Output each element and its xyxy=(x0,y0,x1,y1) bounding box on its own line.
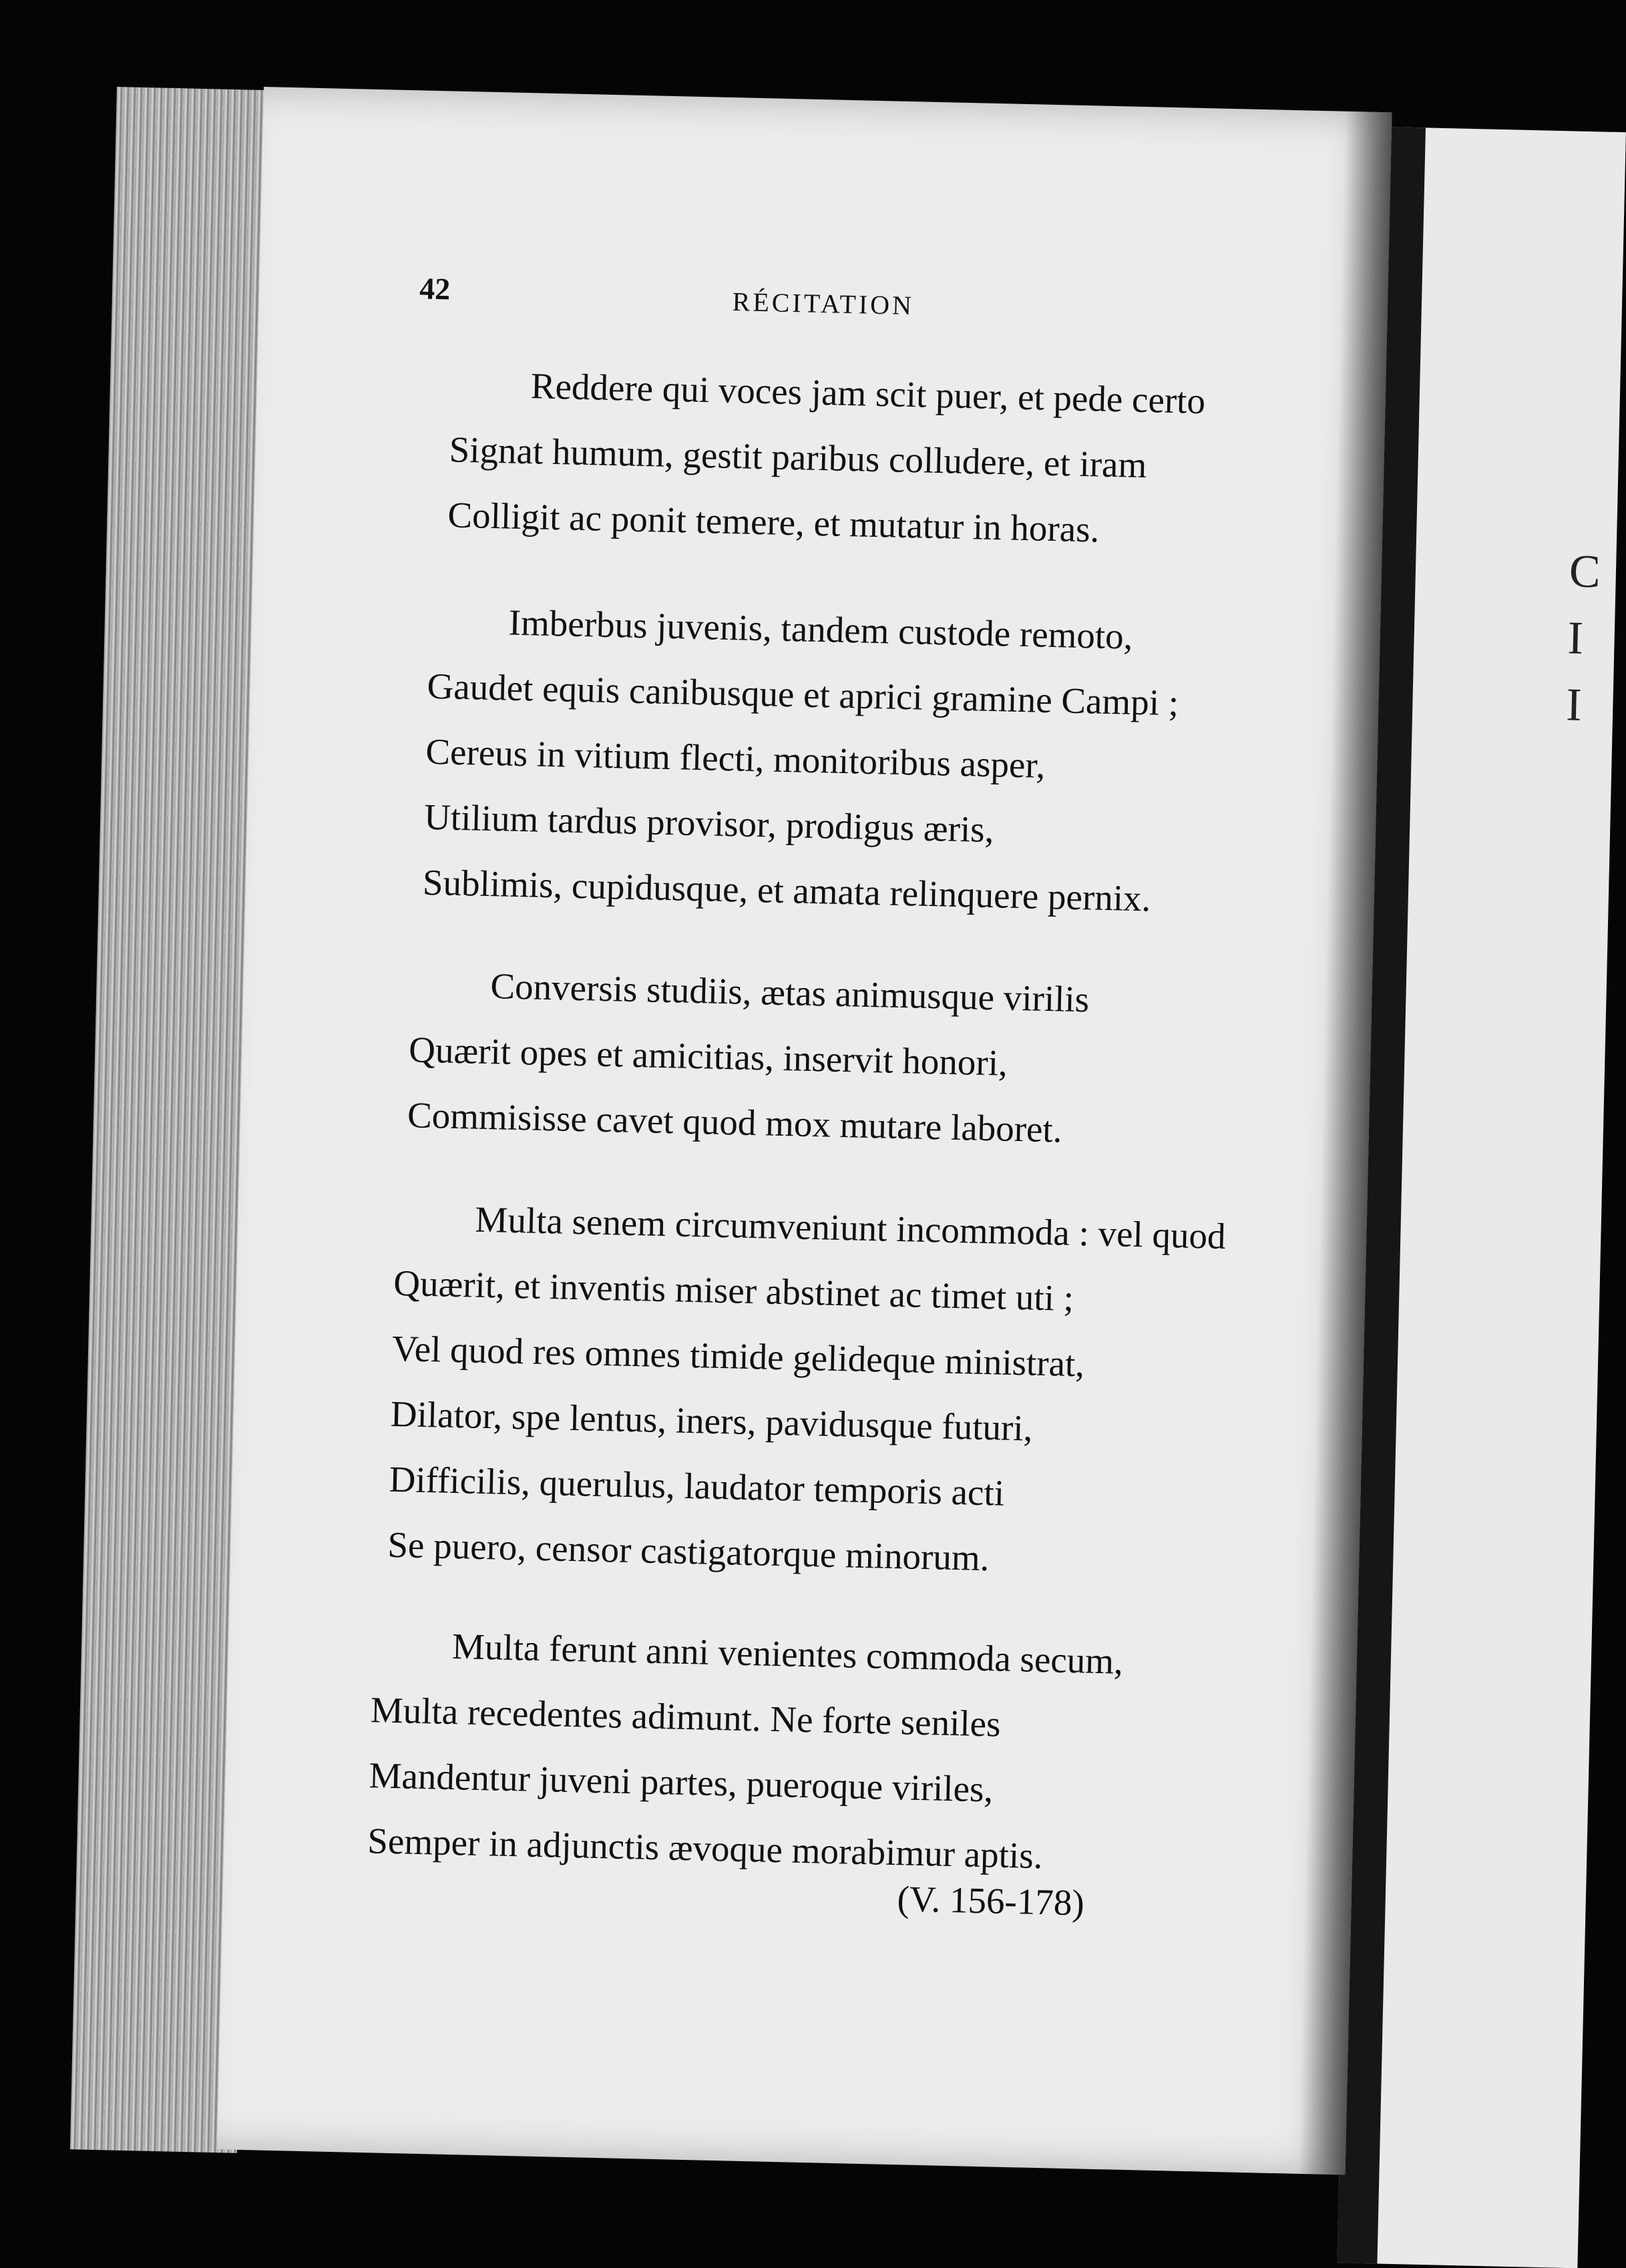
verse-line: Sublimis, cupidusque, et amata relinquere pernix. xyxy=(422,861,1151,919)
verse-line: Se puero, censor castigatorque minorum. xyxy=(387,1524,990,1579)
verse-line: Quærit opes et amicitias, inservit honori, xyxy=(408,1029,1008,1084)
verse-line: Mandentur juveni partes, pueroque viriles, xyxy=(368,1755,994,1810)
verse-line: Vel quod res omnes timide gelideque ministrat, xyxy=(391,1327,1085,1385)
verse-line: Multa recedentes adimunt. Ne forte seniles xyxy=(370,1689,1002,1745)
verse-line: Gaudet equis canibusque et aprici gramine Campi ; xyxy=(427,665,1179,724)
facing-page-fragment: C xyxy=(1569,545,1601,598)
verse-line: Multa senem circumveniunt incommoda : vel quod xyxy=(474,1198,1227,1257)
verse-line: Imberbus juvenis, tandem custode remoto, xyxy=(508,602,1134,657)
verse-line: Commisisse cavet quod mox mutare laboret. xyxy=(407,1094,1063,1150)
verse-line: Colligit ac ponit temere, et mutatur in horas. xyxy=(447,494,1100,550)
verse-line: Reddere qui voces jam scit puer, et pede certo xyxy=(530,365,1206,422)
citation: (V. 156-178) xyxy=(896,1878,1085,1923)
page-number: 42 xyxy=(419,271,451,306)
book-page xyxy=(217,87,1392,2175)
verse-line: Semper in adjunctis ævoque morabimur aptis. xyxy=(367,1820,1044,1877)
stanza xyxy=(407,951,1412,1170)
verse-line: Quærit, et inventis miser abstinet ac timet uti ; xyxy=(393,1262,1074,1319)
verse-line: Cereus in vitium flecti, monitoribus asper, xyxy=(425,730,1046,786)
verse-line: Dilator, spe lentus, iners, pavidusque futuri, xyxy=(390,1393,1034,1449)
verse-line: Difficilis, querulus, laudator temporis acti xyxy=(389,1458,1005,1514)
stanza xyxy=(447,351,1452,570)
verse-line: Utilium tardus provisor, prodigus æris, xyxy=(423,796,995,851)
verse-line: Conversis studiis, ætas animusque virilis xyxy=(489,965,1090,1020)
facing-page-fragment: I xyxy=(1565,679,1583,731)
verse-line: Signat humum, gestit paribus colludere, et iram xyxy=(449,429,1147,486)
facing-page-fragment: I xyxy=(1567,612,1584,664)
verse-line: Multa ferunt anni venientes commoda secum, xyxy=(451,1626,1124,1682)
stanza xyxy=(367,1612,1374,1896)
stanza xyxy=(422,588,1431,938)
stanza xyxy=(387,1185,1397,1600)
running-head: RÉCITATION xyxy=(732,286,915,321)
